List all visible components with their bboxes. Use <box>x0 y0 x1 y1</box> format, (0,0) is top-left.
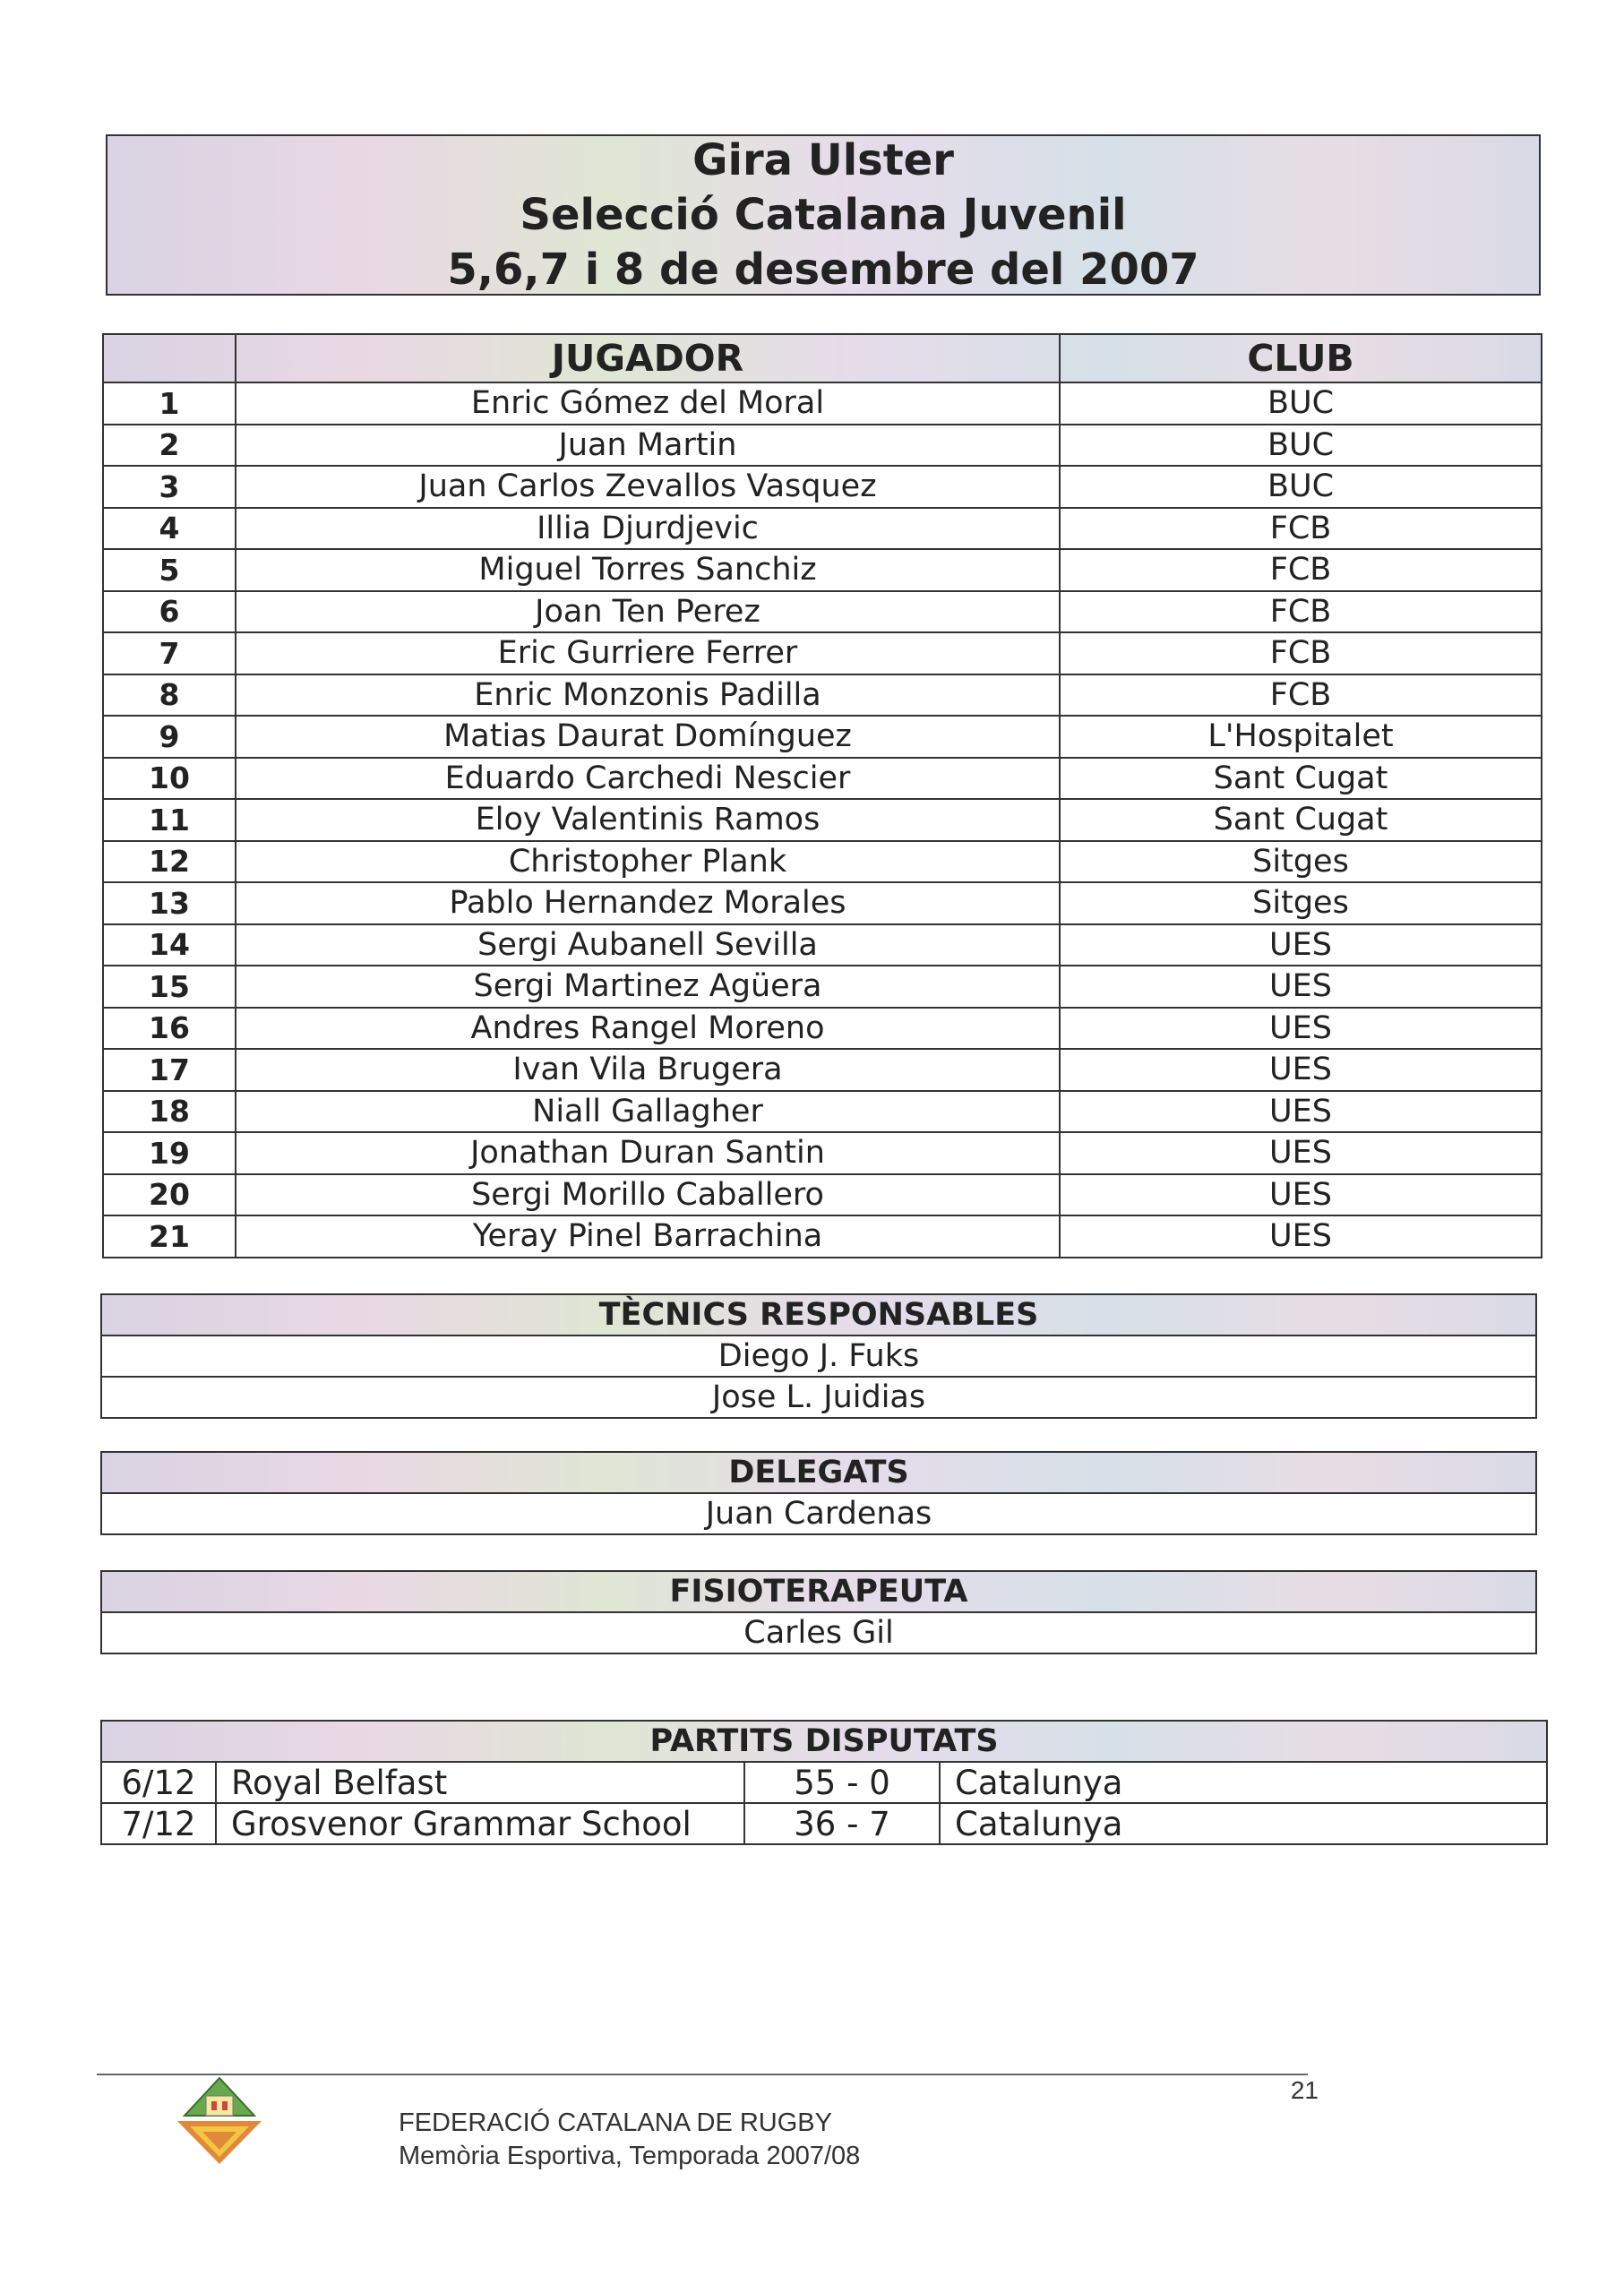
player-number: 19 <box>103 1132 236 1174</box>
player-number: 13 <box>103 882 236 924</box>
table-row <box>103 758 1542 800</box>
player-name: Matias Daurat Domínguez <box>236 716 1060 758</box>
player-club: Sitges <box>1060 882 1542 924</box>
header-player: JUGADOR <box>236 334 1060 382</box>
match-date: 6/12 <box>101 1762 216 1803</box>
table-row <box>103 924 1542 966</box>
table-row <box>103 674 1542 717</box>
match-team: Catalunya <box>940 1762 1547 1803</box>
match-opponent: Grosvenor Grammar School <box>216 1803 744 1844</box>
players-header-row <box>103 334 1542 382</box>
staff-name: Carles Gil <box>101 1612 1536 1653</box>
table-row <box>103 508 1542 550</box>
footer-divider <box>97 2074 1308 2075</box>
delegats-title: DELEGATS <box>101 1452 1536 1493</box>
player-name: Jonathan Duran Santin <box>236 1132 1060 1174</box>
table-row <box>101 1803 1547 1844</box>
player-name: Miguel Torres Sanchiz <box>236 549 1060 591</box>
table-row <box>101 1612 1536 1653</box>
player-club: UES <box>1060 1132 1542 1174</box>
table-row <box>103 425 1542 467</box>
player-club: UES <box>1060 1215 1542 1258</box>
player-number: 10 <box>103 758 236 800</box>
fisioterapeuta-title: FISIOTERAPEUTA <box>101 1571 1536 1612</box>
player-number: 9 <box>103 716 236 758</box>
match-date: 7/12 <box>101 1803 216 1844</box>
page-number: 21 <box>1290 2076 1319 2104</box>
player-club: UES <box>1060 1091 1542 1133</box>
match-opponent: Royal Belfast <box>216 1762 744 1803</box>
tecnics-table <box>100 1293 1537 1419</box>
player-club: FCB <box>1060 549 1542 591</box>
table-row <box>103 632 1542 674</box>
player-club: UES <box>1060 1049 1542 1091</box>
player-name: Pablo Hernandez Morales <box>236 882 1060 924</box>
player-number: 20 <box>103 1174 236 1216</box>
table-row <box>103 591 1542 633</box>
fisioterapeuta-table <box>100 1570 1537 1654</box>
player-number: 4 <box>103 508 236 550</box>
player-club: FCB <box>1060 508 1542 550</box>
player-name: Joan Ten Perez <box>236 591 1060 633</box>
player-name: Eloy Valentinis Ramos <box>236 799 1060 841</box>
player-name: Niall Gallagher <box>236 1091 1060 1133</box>
player-club: Sitges <box>1060 841 1542 883</box>
footer-publication: Memòria Esportiva, Temporada 2007/08 <box>399 2142 861 2170</box>
player-name: Ivan Vila Brugera <box>236 1049 1060 1091</box>
partits-title: PARTITS DISPUTATS <box>101 1721 1547 1762</box>
player-name: Juan Carlos Zevallos Vasquez <box>236 466 1060 508</box>
match-score: 36 - 7 <box>744 1803 940 1844</box>
player-club: FCB <box>1060 591 1542 633</box>
player-number: 12 <box>103 841 236 883</box>
table-row <box>101 1377 1536 1418</box>
table-row <box>103 466 1542 508</box>
player-number: 11 <box>103 799 236 841</box>
players-table <box>102 333 1542 1258</box>
player-name: Enric Monzonis Padilla <box>236 674 1060 717</box>
delegats-table <box>100 1451 1537 1535</box>
player-number: 16 <box>103 1008 236 1050</box>
staff-name: Juan Cardenas <box>101 1493 1536 1534</box>
player-number: 1 <box>103 382 236 425</box>
player-name: Christopher Plank <box>236 841 1060 883</box>
title-team: Selecció Catalana Juvenil <box>520 189 1127 240</box>
table-row <box>101 1762 1547 1803</box>
header-club: CLUB <box>1060 334 1542 382</box>
player-name: Yeray Pinel Barrachina <box>236 1215 1060 1258</box>
player-name: Eric Gurriere Ferrer <box>236 632 1060 674</box>
player-club: BUC <box>1060 382 1542 425</box>
header-number <box>103 334 236 382</box>
player-number: 3 <box>103 466 236 508</box>
player-club: FCB <box>1060 632 1542 674</box>
table-row <box>103 799 1542 841</box>
player-number: 15 <box>103 966 236 1008</box>
player-name: Enric Gómez del Moral <box>236 382 1060 425</box>
player-club: UES <box>1060 1174 1542 1216</box>
player-club: UES <box>1060 1008 1542 1050</box>
player-name: Juan Martin <box>236 425 1060 467</box>
page-title-box <box>106 134 1541 296</box>
player-club: Sant Cugat <box>1060 799 1542 841</box>
table-row <box>103 716 1542 758</box>
player-name: Sergi Martinez Agüera <box>236 966 1060 1008</box>
table-row <box>103 549 1542 591</box>
player-club: BUC <box>1060 466 1542 508</box>
staff-name: Diego J. Fuks <box>101 1335 1536 1377</box>
player-club: L'Hospitalet <box>1060 716 1542 758</box>
footer-text <box>399 2107 860 2173</box>
player-number: 18 <box>103 1091 236 1133</box>
table-row <box>103 1008 1542 1050</box>
table-row <box>103 1215 1542 1258</box>
staff-name: Jose L. Juidias <box>101 1377 1536 1418</box>
match-team: Catalunya <box>940 1803 1547 1844</box>
player-club: BUC <box>1060 425 1542 467</box>
table-row <box>103 1091 1542 1133</box>
player-name: Sergi Morillo Caballero <box>236 1174 1060 1216</box>
table-row <box>103 382 1542 425</box>
player-number: 14 <box>103 924 236 966</box>
player-name: Andres Rangel Moreno <box>236 1008 1060 1050</box>
player-number: 8 <box>103 674 236 717</box>
player-number: 17 <box>103 1049 236 1091</box>
title-tour: Gira Ulster <box>692 134 954 185</box>
player-club: FCB <box>1060 674 1542 717</box>
player-name: Illia Djurdjevic <box>236 508 1060 550</box>
tecnics-title: TÈCNICS RESPONSABLES <box>101 1294 1536 1335</box>
footer-org: FEDERACIÓ CATALANA DE RUGBY <box>399 2108 832 2137</box>
table-row <box>103 966 1542 1008</box>
table-row <box>103 841 1542 883</box>
match-score: 55 - 0 <box>744 1762 940 1803</box>
title-dates: 5,6,7 i 8 de desembre del 2007 <box>447 244 1199 295</box>
player-number: 2 <box>103 425 236 467</box>
partits-table <box>100 1720 1548 1845</box>
table-row <box>103 1132 1542 1174</box>
player-name: Eduardo Carchedi Nescier <box>236 758 1060 800</box>
player-number: 6 <box>103 591 236 633</box>
player-club: UES <box>1060 966 1542 1008</box>
player-number: 21 <box>103 1215 236 1258</box>
table-row <box>101 1335 1536 1377</box>
table-row <box>103 882 1542 924</box>
table-row <box>101 1493 1536 1534</box>
table-row <box>103 1174 1542 1216</box>
player-club: UES <box>1060 924 1542 966</box>
player-club: Sant Cugat <box>1060 758 1542 800</box>
player-name: Sergi Aubanell Sevilla <box>236 924 1060 966</box>
player-number: 7 <box>103 632 236 674</box>
player-number: 5 <box>103 549 236 591</box>
table-row <box>103 1049 1542 1091</box>
federation-shield-logo-icon <box>172 2076 267 2166</box>
